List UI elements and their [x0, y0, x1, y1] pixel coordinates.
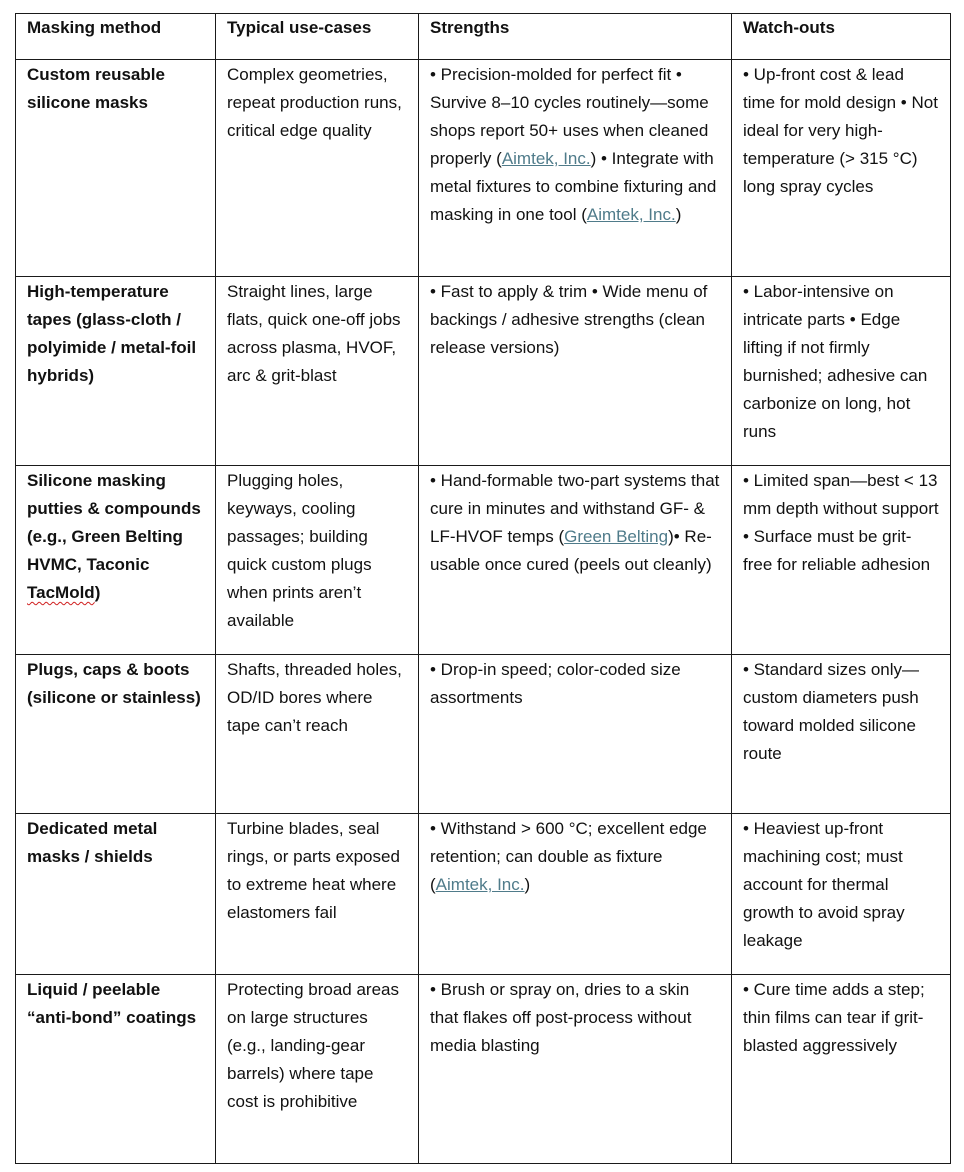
spellcheck-flagged-word[interactable]: TacMold	[27, 583, 95, 602]
table-header-row	[16, 14, 951, 60]
header-masking-method: Masking method	[16, 14, 216, 60]
strengths-cell: • Drop-in speed; color-coded size assortments	[419, 655, 732, 814]
strengths-text: ) • Integrate with metal fixtures to combine fixturing and masking in one tool (	[430, 149, 717, 224]
method-cell	[16, 466, 216, 655]
strengths-text: • Hand-formable two-part systems that cure in minutes and withstand GF- & LF-HVOF temps (	[430, 471, 720, 546]
header-typical-use-cases: Typical use-cases	[216, 14, 419, 60]
source-link-aimtek[interactable]: Aimtek, Inc.	[501, 149, 591, 168]
header-watch-outs: Watch-outs	[732, 14, 951, 60]
table-row	[16, 277, 951, 466]
header-strengths: Strengths	[419, 14, 732, 60]
masking-methods-table	[15, 13, 951, 1164]
strengths-text: )• Re-usable once cured (peels out cleanly)	[430, 527, 712, 574]
strengths-cell	[419, 60, 732, 277]
strengths-cell: • Fast to apply & trim • Wide menu of backings / adhesive strengths (clean release versions)	[419, 277, 732, 466]
method-text: )	[94, 583, 101, 602]
table-row	[16, 60, 951, 277]
method-cell: Liquid / peelable “anti-bond” coatings	[16, 975, 216, 1164]
method-cell: Custom reusable silicone masks	[16, 60, 216, 277]
strengths-text: )	[524, 875, 531, 894]
table-row	[16, 466, 951, 655]
watch-outs-cell: • Labor-intensive on intricate parts • Edge lifting if not firmly burnished; adhesive can carbonize on long, hot runs	[732, 277, 951, 466]
strengths-text: • Precision-molded for perfect fit • Survive 8–10 cycles routinely—some shops report 50+ uses when cleaned properly (	[430, 65, 709, 168]
method-cell: Dedicated metal masks / shields	[16, 814, 216, 975]
strengths-text: • Withstand > 600 °C; excellent edge retention; can double as fixture (	[430, 819, 707, 894]
watch-outs-cell: • Heaviest up-front machining cost; must account for thermal growth to avoid spray leakage	[732, 814, 951, 975]
use-cases-cell: Shafts, threaded holes, OD/ID bores where tape can’t reach	[216, 655, 419, 814]
strengths-cell	[419, 466, 732, 655]
watch-outs-cell: • Cure time adds a step; thin films can tear if grit-blasted aggressively	[732, 975, 951, 1164]
strengths-cell: • Brush or spray on, dries to a skin that flakes off post-process without media blasting	[419, 975, 732, 1164]
watch-outs-cell: • Limited span—best < 13 mm depth without support • Surface must be grit-free for reliable adhesion	[732, 466, 951, 655]
use-cases-cell: Complex geometries, repeat production runs, critical edge quality	[216, 60, 419, 277]
use-cases-cell: Protecting broad areas on large structures (e.g., landing-gear barrels) where tape cost is prohibitive	[216, 975, 419, 1164]
source-link-aimtek[interactable]: Aimtek, Inc.	[586, 205, 676, 224]
use-cases-cell: Turbine blades, seal rings, or parts exposed to extreme heat where elastomers fail	[216, 814, 419, 975]
strengths-text: )	[675, 205, 682, 224]
table-row	[16, 975, 951, 1164]
use-cases-cell: Straight lines, large flats, quick one-off jobs across plasma, HVOF, arc & grit-blast	[216, 277, 419, 466]
source-link-green-belting[interactable]: Green Belting	[564, 527, 669, 546]
use-cases-cell: Plugging holes, keyways, cooling passages; building quick custom plugs when prints aren’t available	[216, 466, 419, 655]
table-row	[16, 655, 951, 814]
source-link-aimtek[interactable]: Aimtek, Inc.	[435, 875, 525, 894]
method-cell: High-temperature tapes (glass-cloth / polyimide / metal-foil hybrids)	[16, 277, 216, 466]
watch-outs-cell: • Up-front cost & lead time for mold design • Not ideal for very high-temperature (> 315 °C) long spray cycles	[732, 60, 951, 277]
strengths-cell	[419, 814, 732, 975]
table-row	[16, 814, 951, 975]
watch-outs-cell: • Standard sizes only—custom diameters push toward molded silicone route	[732, 655, 951, 814]
method-cell: Plugs, caps & boots (silicone or stainless)	[16, 655, 216, 814]
method-text: Silicone masking putties & compounds (e.g., Green Belting HVMC, Taconic	[27, 471, 201, 574]
